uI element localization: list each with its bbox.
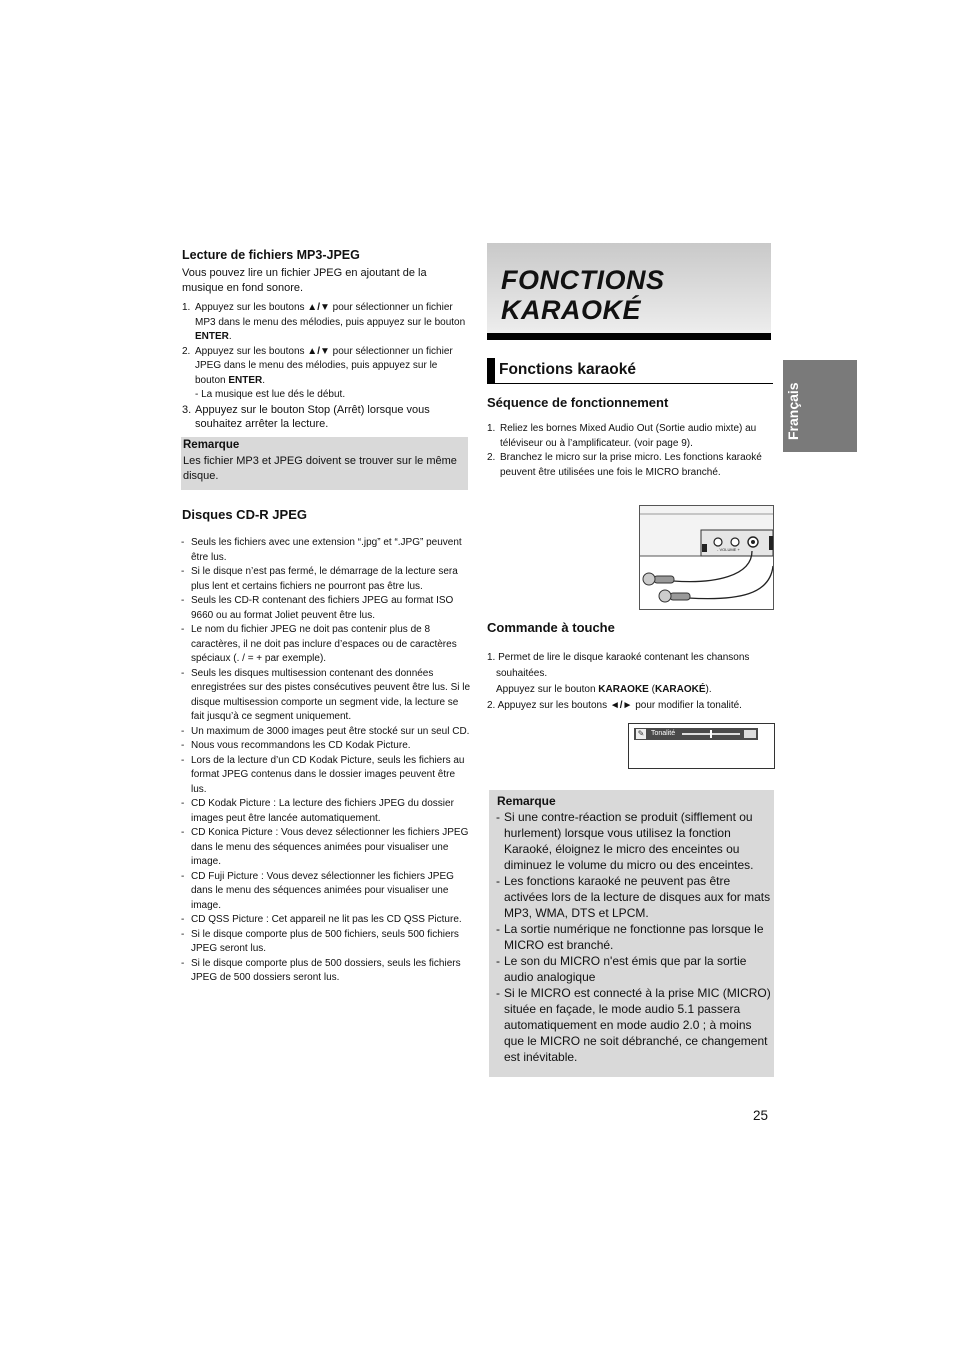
pencil-icon: ✎: [637, 729, 645, 738]
list-item: - CD QSS Picture : Cet appareil ne lit pas les CD QSS Picture.: [181, 913, 471, 928]
cdr-title: Disques CD-R JPEG: [182, 507, 307, 522]
tone-label: Tonalité: [651, 730, 676, 737]
list-item: - Seuls les CD-R contenant des fichiers JPEG au format ISO 9660 ou au format Joliet peuvent être lus.: [181, 594, 471, 623]
list-item: - Si le MICRO est connecté à la prise MIC (MICRO) située en façade, le mode audio 5.1 passera automatiquement en mode audio 2.0 ; à moins que le MICRO ne soit débranché, ce changement est inévitable.: [496, 985, 772, 1065]
list-item: - Si une contre-réaction se produit (sifflement ou hurlement) lorsque vous utilisez la fonction Karaoké, éloignez le micro des enceintes ou diminuez le volume du micro ou des enceintes.: [496, 809, 772, 873]
mp3jpeg-intro: Vous pouvez lire un fichier JPEG en ajoutant de la musique en fond sonore.: [182, 267, 427, 294]
list-item: - CD Konica Picture : Vous devez sélectionner les fichiers JPEG dans le menu des séquences animées pour visualiser une image.: [181, 826, 471, 870]
karaoke-note: [489, 790, 774, 1077]
note-text: Les fichier MP3 et JPEG doivent se trouver sur le même disque.: [183, 455, 457, 482]
mp3jpeg-step-3: 3. Appuyez sur le bouton Stop (Arrêt) lorsque vous souhaitez arrêter la lecture.: [182, 403, 430, 430]
chapter-title: FONCTIONS KARAOKÉ: [501, 265, 665, 325]
list-item: - Si le disque comporte plus de 500 dossiers, seuls les fichiers JPEG de 500 dossiers seront lus.: [181, 957, 471, 986]
list-item: - Seuls les disques multisession contenant des données enregistrées sur des pistes consécutives peuvent être lus. Si le disque multisession comporte un segment vide, la lecture se fait jusqu’à ce segment uniquement.: [181, 667, 471, 725]
tone-osd-bar: [634, 728, 758, 740]
left-right-arrows-icon: ◄/►: [609, 700, 633, 711]
mp3jpeg-title: Lecture de fichiers MP3-JPEG: [182, 248, 360, 262]
list-item: - Si le disque n’est pas fermé, le démarrage de la lecture sera plus lent et certains fichiers ne pourront pas être lus.: [181, 565, 471, 594]
list-item: - Un maximum de 3000 images peut être stocké sur un seul CD.: [181, 725, 471, 740]
section-title: Fonctions karaoké: [499, 361, 636, 378]
volume-label: - VOLUME +: [717, 547, 740, 552]
tone-end-icon: [744, 730, 756, 738]
mp3jpeg-step-2: 2. Appuyez sur les boutons ▲/▼ pour sélectionner un fichier JPEG dans le menu des mélodies, puis appuyez sur le bouton ENTER. - La musique est lue dés le début.: [182, 345, 470, 403]
command-step-1: 1. Permet de lire le disque karaoké contenant les chansons souhaitées.: [487, 652, 750, 679]
sequence-steps: [487, 422, 772, 480]
list-item: - Lors de la lecture d’un CD Kodak Picture, seuls les fichiers au format JPEG contenus dans le dossier images peuvent être lus.: [181, 754, 471, 798]
sequence-step-1: 1. Reliez les bornes Mixed Audio Out (Sortie audio mixte) au téléviseur ou à l’amplificateur. (voir page 9).: [487, 423, 757, 449]
list-item: - Le nom du fichier JPEG ne doit pas contenir plus de 8 caractères, il ne doit pas inclure d’espaces ou de caractères spéciaux (. / = + par exemple).: [181, 623, 471, 667]
language-tab-label: Français: [785, 382, 801, 440]
list-item: - Si le disque comporte plus de 500 fichiers, seuls 500 fichiers JPEG seront lus.: [181, 928, 471, 957]
list-item: - Seuls les fichiers avec une extension “.jpg” et “.JPG” peuvent être lus.: [181, 536, 471, 565]
cdr-list: [181, 536, 471, 986]
up-down-arrows-icon: ▲/▼: [307, 302, 330, 313]
list-item: - Le son du MICRO n'est émis que par la sortie audio analogique: [496, 953, 772, 985]
sequence-step-2: 2. Branchez le micro sur la prise micro. Les fonctions karaoké peuvent être utilisées une fois le MICRO branché.: [487, 452, 762, 478]
note-title: Remarque: [497, 794, 556, 808]
list-item: - CD Kodak Picture : La lecture des fichiers JPEG du dossier images peut être lancée automatiquement.: [181, 797, 471, 826]
list-item: - Nous vous recommandons les CD Kodak Picture.: [181, 739, 471, 754]
command-step-1b: Appuyez sur le bouton KARAOKE (KARAOKÉ).: [496, 684, 712, 695]
mic-connection-svg: [640, 506, 773, 609]
mp3jpeg-step-2-sub: - La musique est lue dés le début.: [195, 389, 346, 400]
language-tab: [783, 360, 857, 452]
section-heading: [487, 358, 773, 384]
mp3jpeg-steps: [182, 301, 470, 432]
command-steps: [487, 650, 772, 714]
karaoke-note-list: [496, 809, 772, 1065]
command-step-2: 2. Appuyez sur les boutons ◄/► pour modifier la tonalité.: [487, 700, 742, 711]
command-title: Commande à touche: [487, 620, 615, 635]
sequence-title: Séquence de fonctionnement: [487, 395, 669, 410]
tone-osd-frame: [628, 723, 775, 769]
tone-slider-thumb: [710, 730, 712, 738]
list-item: - CD Fuji Picture : Vous devez sélectionner les fichiers JPEG dans le menu des séquences animées pour visualiser une image.: [181, 870, 471, 914]
page-number: 25: [752, 1108, 768, 1123]
note-title: Remarque: [183, 439, 240, 451]
chapter-title-band: [487, 243, 771, 340]
mic-connection-illustration: [639, 505, 774, 610]
list-item: - La sortie numérique ne fonctionne pas lorsque le MICRO est branché.: [496, 921, 772, 953]
mp3jpeg-step-1: 1. Appuyez sur les boutons ▲/▼ pour sélectionner un fichier MP3 dans le menu des mélodies, puis appuyez sur le bouton ENTER.: [182, 302, 466, 342]
up-down-arrows-icon: ▲/▼: [307, 345, 330, 357]
mp3jpeg-note: [181, 437, 468, 490]
section-bar: [487, 358, 495, 383]
list-item: - Les fonctions karaoké ne peuvent pas être activées lors de la lecture de disques aux for mats MP3, WMA, DTS et LPCM.: [496, 873, 772, 921]
